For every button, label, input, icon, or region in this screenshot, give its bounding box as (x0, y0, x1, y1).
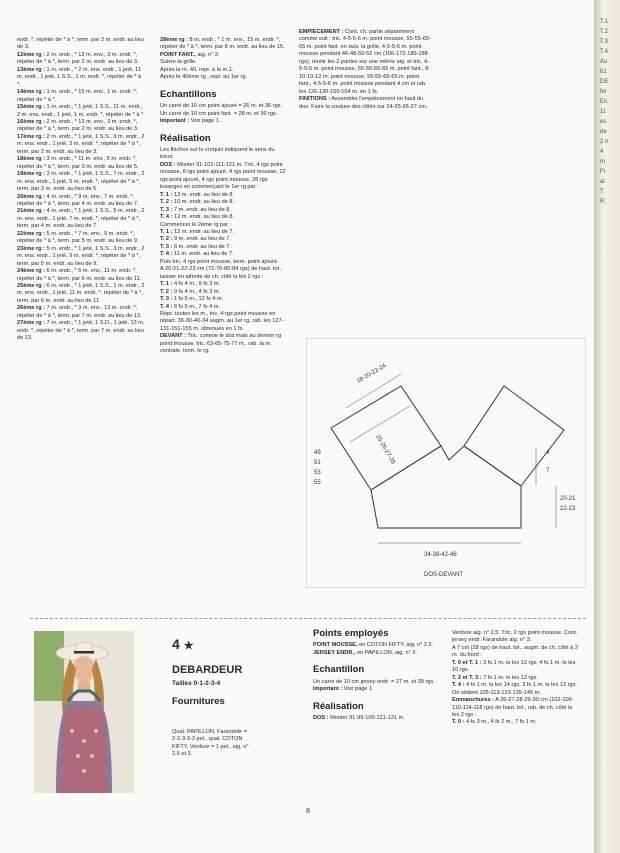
gutter-text: 2 n (600, 139, 609, 145)
instruction-row-text: Repr. toutes les m., tric. 4 rgs point mousse en répart. 36-30-40-34 augm. au 1er rg, rab. les 127-131-151-155 m. obtenues en 1 fs. (160, 310, 284, 332)
instruction-row-label: 15ème rg : (17, 104, 45, 111)
gutter-text: Au (600, 59, 608, 65)
instruction-row (160, 199, 286, 206)
instruction-row-label: 16ème rg : (17, 118, 45, 125)
instruction-row-text: Un carré de 10 cm jersey endr. = 27 m. et 39 rgs. (313, 678, 435, 685)
instruction-row (452, 630, 580, 645)
instruction-row-text: 7 m. endr., * 1 jeté, 1 S.D., 1 jeté, 13 m. endr. *, répéter de * à *, term. par 7 m. endr. au lieu de 13. (17, 320, 145, 342)
instruction-row (160, 266, 286, 281)
model-name: DEBARDEUR (172, 664, 243, 676)
instruction-row-label: T. 3 : (160, 243, 173, 250)
instruction-row-text: Un carré de 10 cm point fant. = 28 m. et 36 rgs. (160, 110, 278, 117)
points-text (313, 642, 439, 657)
instruction-row-label: 12ème rg : (17, 51, 45, 58)
instruction-row (17, 119, 146, 134)
instruction-row (160, 304, 286, 311)
bottom-measure: 34-38-42-46 (424, 552, 457, 558)
gutter-text: m (600, 159, 605, 165)
realisation2-heading: Réalisation (313, 700, 364, 712)
column-2-instructions (160, 37, 286, 356)
gutter-text: ai (600, 179, 605, 185)
gutter-text: 61 (600, 69, 607, 75)
instruction-row-text: 3 fs 1 m. ts les 12 rgs, 4 fs 1 m. ts les 10 rgs. (452, 659, 576, 674)
instruction-row-text: 1 fs 5 m., 12 fs 4 m. (174, 296, 224, 303)
gutter-text: T.3 (600, 39, 609, 45)
instruction-row-text: 3 m. endr., * 11 m. env., 5 m. endr. *, répéter de * à *, term. par 3 m. endr. au lieu de 5. (17, 156, 139, 170)
realisation-text (160, 147, 286, 356)
instruction-row (452, 697, 580, 719)
instruction-row-text: Les flèches sur le croquis indiquent le sens du tricot. (160, 146, 275, 161)
instruction-row-label: 28ème rg : (160, 37, 188, 43)
instruction-row-label: 20ème rg : (17, 193, 45, 200)
instruction-row-text: Suivre la grille. (160, 59, 197, 66)
left-measure-3: 53 (314, 470, 321, 476)
instruction-row-label: T. 4 : (160, 214, 173, 221)
model-photo (34, 631, 134, 793)
instruction-row-text: 6 m. endr. au lieu de 7. (174, 243, 231, 250)
instruction-row-label: 17ème rg : (17, 133, 45, 140)
column-1-instructions (17, 37, 146, 343)
instruction-row-label: 21ème rg : (17, 208, 45, 215)
instruction-row-text: 12 m. endr. au lieu de 7. (174, 228, 235, 235)
instruction-row (452, 660, 580, 675)
dos-devant-diagram (306, 338, 586, 588)
instruction-row-label: DOS : (313, 715, 329, 722)
instruction-row-text: 11 m. endr. au lieu de 7. (174, 251, 234, 258)
right-measure-c: 20-21 (560, 496, 576, 502)
instruction-row-label: T. 3 : (160, 296, 173, 303)
instruction-row-label: T. 0 : (452, 719, 465, 726)
left-measure-4: 55 (314, 480, 321, 486)
instruction-row (17, 208, 146, 230)
gutter-text: es (600, 119, 607, 125)
fournitures-text: Qual. PAPILLON, Farandole = 2-2-3-3-3 pel., qual. COTON FIFTY, Verdure = 1 pel., aig. n° 2,5 et 3. (172, 729, 249, 758)
gutter-text: En (600, 99, 608, 105)
instruction-row-label: T. 2 et T. 3 : (452, 674, 482, 681)
instruction-row-text: Voir page 1. (190, 118, 221, 125)
instruction-row (17, 52, 146, 67)
instruction-row (160, 147, 286, 162)
gutter-text: DE (600, 79, 609, 85)
instruction-row-label: 19ème rg : (17, 171, 45, 178)
fournitures-heading: Fournitures (172, 696, 225, 707)
model-number: 4 (172, 636, 180, 652)
instruction-row-text: 1 m. endr., * 1 jeté, 1 S.S., 11 m. endr., 2 m. ens. endr., 1 jeté, 1 m. endr. *, répéter de * à *. (17, 104, 145, 118)
instruction-row (160, 222, 286, 229)
diagram-caption: DOS-DEVANT (424, 572, 463, 578)
instruction-row (160, 74, 286, 81)
model-number-row (172, 636, 302, 652)
instruction-row-label: Important : (313, 686, 343, 693)
instruction-row (160, 333, 286, 355)
instruction-row (313, 642, 439, 649)
instruction-row (160, 259, 286, 266)
instruction-row-label: EMPIECEMENT : (299, 29, 344, 35)
instruction-row-text: 9 m. endr. au lieu de 7. (174, 236, 231, 243)
instruction-row-text: 4 m. endr., * 1 jeté, 1 S.S., 5 m. endr., 2 m. ens. endr., 1 jeté, 7 m. endr. *, répéter de * à *, term. par 4 m. endr. au lieu de 7. (17, 208, 145, 230)
instruction-row (17, 67, 146, 89)
instruction-row-text: 5 m. endr., * 7 m. env., 9 m. endr. *, répéter de * à *, term. par 5 m. endr. au lieu de 9. (17, 230, 139, 245)
gutter-text: Fl (600, 169, 605, 175)
instruction-row-text: 4 m. endr., * 9 m. env., 7 m. endr. *, répéter de * à *, term. par 4 m. endr. au lieu de 7. (17, 193, 139, 207)
instruction-row-label: T. 3 : (160, 206, 173, 213)
instruction-row-text: Monter 91-101-111-121 m. Tric. 4 rgs point mousse, 8 rgs point ajouré, 4 rgs point mousse, 12 rgs point ajouré, 4 rgs point mousse, 28 rgs losanges en commençant le 1er rg par : (160, 161, 286, 191)
instruction-row-text: Assembler l'empiècement en haut du dos. Faire la couture des côtés sur 24-25-26-27 cm. (299, 96, 428, 110)
model-info (172, 636, 302, 759)
instruction-row (160, 229, 286, 236)
instruction-row (313, 650, 439, 657)
instruction-row-text: On obtient 105-113-123-135-145 m. (452, 689, 541, 696)
instruction-row-text: 2 m. endr., * 13 m. env., 3 m. endr. *, répéter de * à *, term. par 2 m. endr. au lieu de 3. (17, 51, 139, 66)
instruction-row-text: endr. *, répéter de * à *, term. par 2 m. endr. au lieu de 3. (17, 37, 144, 51)
instruction-row-text: 1 m. endr., * 15 m. env., 1 m. endr. *, répéter de * à *. (17, 89, 138, 103)
instruction-row-label: 23ème rg : (17, 245, 45, 252)
instruction-row (17, 194, 146, 209)
instruction-row-label: Emmanchures : (452, 697, 494, 704)
instruction-row-text: A 20-21-22-23 cm (72-76-80-84 rgs) de haut. tot., laisser en attente de ch. côté ts les 2 rgs : (160, 266, 283, 280)
echantillons-text (160, 103, 286, 125)
instruction-row-label: DOS : (160, 161, 176, 168)
left-measure-1: 49 (314, 450, 321, 456)
instruction-row-label: POINT FANT., (160, 51, 196, 58)
top-measure: 18-20-22-24 (356, 363, 388, 385)
instruction-row-text: Commencer le 2ème rg par : (160, 221, 232, 228)
instruction-row-text: 13 m. endr. au lieu de 8. (174, 191, 235, 198)
instruction-row (160, 59, 286, 66)
echantillons-heading: Echantillons (160, 88, 217, 100)
instruction-row-label: Important : (160, 118, 190, 125)
instruction-row (160, 111, 286, 118)
instruction-row-text: Voir page 1. (343, 686, 374, 693)
instruction-row-label: 25ème rg : (17, 282, 45, 289)
instruction-row-text: 4 fs 1 m. ts les 14 rgs, 3 fs 1 m. ts les 12 rgs. (466, 682, 577, 689)
instruction-row (17, 134, 146, 156)
instruction-row (17, 156, 146, 171)
realisation-heading: Réalisation (160, 132, 211, 144)
gutter-text: T.2 (600, 29, 609, 35)
gutter-text: 4 (600, 149, 604, 155)
instruction-row (17, 246, 146, 268)
instruction-row (17, 283, 146, 305)
instruction-row (313, 686, 439, 693)
instruction-row-label: 24ème rg : (17, 268, 45, 275)
instruction-row (17, 268, 146, 283)
instruction-row (17, 104, 146, 119)
instruction-row (313, 715, 439, 722)
model-sizes: Tailles 0-1-2-3-4 (172, 680, 221, 687)
instruction-row-label: POINT MOUSSE, (313, 642, 358, 649)
instruction-row-text: Puis tric. 4 rgs point mousse, term. point ajouré. (160, 258, 279, 265)
instruction-row-label: T. 2 : (160, 288, 173, 295)
gutter-text: de (600, 129, 607, 135)
instruction-row (160, 244, 286, 251)
instruction-row-text: A 7 cm (28 rgs) de haut. tot., augm. de ch. côté à 2 m. du bord : (452, 644, 578, 659)
instruction-row (160, 207, 286, 214)
instruction-row (17, 89, 146, 104)
instruction-row (160, 37, 286, 52)
instruction-row (160, 214, 286, 221)
instruction-row (160, 192, 286, 199)
instruction-row (160, 236, 286, 243)
instruction-row-text: 6 m. endr., * 5 m. env., 11 m. endr. *, répéter de * à *, term. par 6 m. endr. au lieu de 11. (17, 268, 142, 282)
instruction-row-text: Après la m. 40, repr. à la m.1. (160, 66, 234, 73)
col2-top-text (160, 37, 286, 82)
instruction-row-label: T. 4 : (452, 682, 465, 689)
instruction-row-text: 4 fs 4 m., 9 fs 3 m. (174, 281, 221, 288)
instruction-row-text: 2 m. endr., * 1 jeté, 1 S.S., 9 m. endr., 2 m. ens. endr., 1 jeté, 3 m. endr. *, répéter de * à *, term. par 2 m. endr. au lieu de 3. (17, 133, 145, 155)
diagonal-measure: 25-26-27-28 (374, 434, 396, 466)
instruction-row-label: T. 1 : (160, 228, 173, 235)
instruction-row (160, 311, 286, 333)
right-measure-b: 7 (546, 468, 550, 474)
page-number: 8 (306, 808, 310, 815)
gutter-text: T.1 (600, 19, 609, 25)
points-heading: Points employés (313, 628, 389, 639)
instruction-row (160, 67, 286, 74)
instruction-row-text: Un carré de 10 cm point ajouré = 26 m. et 36 rgs. (160, 103, 283, 110)
instruction-row-text: 8 m. endr., * 1 m. env., 15 m. endr. *, répéter de * à *, term. par 8 m. endr. au lieu de 15. (160, 37, 285, 51)
instruction-row-label: T. 4 : (160, 251, 173, 258)
instruction-row-text: 9 fs 4 m., 4 fs 3 m. (174, 288, 221, 295)
instruction-row-label: T. 0 et T. 1 : (452, 659, 482, 666)
gutter-text: R. (600, 199, 606, 205)
instruction-row-text: Cont. ch. partie séparément comme suit : tric. 4-5-5-6 m. point mousse, 55-55-65-65 m. point fant. en suiv. la grille, 4-5-5-6 m. point mousse pendant 46-48-50-52 cm (166-172-180-188 rgs), réunir les 2 parties sur une même aig. et tric. 4-5-5-6 m. point mousse, 55-55-65-65 m. point fant., 8-10-10-12 m. point mousse, 55-55-65-65 m. point fant., 4-5-5-6 m. point mousse pendant 4 cm et rab. les 126-130-150-154 m. en 1 fs. (299, 29, 431, 95)
instruction-row-label: 22ème rg : (17, 230, 45, 237)
instruction-row-text: A 26-27-28-29-30 cm (102-106-110-114-118 rgs) de haut. tot., rab. de ch. côté ts les 2 rgs : (452, 697, 574, 718)
instruction-row-label: 26ème rg : (17, 305, 45, 312)
right-measure-d: 22-23 (560, 506, 576, 512)
instruction-row (17, 231, 146, 246)
instruction-row-label: 14ème rg : (17, 89, 45, 96)
instruction-row (160, 162, 286, 192)
instruction-row (452, 645, 580, 660)
instruction-row-text: 1 m. endr., * 2 m. ens. endr., 1 jeté, 11 m. endr., 1 jeté, 1 S.S., 1 m. endr. *, répéter de * à *. (17, 66, 142, 88)
instruction-row (313, 679, 439, 686)
instruction-row (452, 675, 580, 682)
instruction-row-label: T. 4 : (160, 303, 173, 310)
instruction-row-label: JERSEY ENDR., (313, 649, 356, 656)
instruction-row-text: 10 m. endr. au lieu de 8. (174, 199, 235, 206)
instruction-row-text: 7 m. endr., * 3 m. env., 13 m. endr. *, répéter de * à *, term. par 7 m. endr. au lieu de 13. (17, 305, 142, 319)
instruction-row-label: T. 1 : (160, 191, 173, 198)
gutter-text: T.4 (600, 49, 609, 55)
instruction-row-text: Après le 40ème rg , repr. au 1er rg. (160, 74, 248, 81)
instruction-row-text: 7 fs 1 m. ts les 12 rgs. (483, 674, 538, 681)
instruction-row (17, 37, 146, 52)
gutter-text: 11 (600, 109, 607, 115)
column-3-instructions (299, 29, 431, 111)
instruction-row-text: Verdure aig. n° 2,5. Tric. 2 rgs point mousse. Cont. jersey endr. Farandole aig. n° 3. (452, 630, 578, 644)
instruction-row (160, 52, 286, 59)
realisation2-text (313, 715, 439, 722)
instruction-row-label: T. 1 : (160, 281, 173, 288)
points-column (313, 630, 439, 723)
instruction-row (452, 682, 580, 689)
instruction-row-text: en PAPILLON, aig. n° 3. (357, 649, 418, 656)
instruction-row-text: Monter 91-99-109-121-131 m. (330, 715, 405, 722)
instruction-row (17, 305, 146, 320)
instruction-row-label: T. 2 : (160, 236, 173, 243)
instruction-row (17, 320, 146, 342)
echantillon-text (313, 679, 439, 694)
gutter-text: T. (600, 189, 605, 195)
instruction-row (452, 719, 580, 726)
instruction-row-text: 7 m. endr. au lieu de 8. (174, 206, 231, 213)
instruction-row-label: T. 2 : (160, 199, 173, 206)
instruction-row-text: en COTON FIFTY, aig. n° 2,5. (359, 642, 434, 649)
instruction-row (17, 171, 146, 193)
left-measure-2: 51 (314, 460, 321, 466)
instruction-row-text: 12 m. endr. au lieu de 8. (174, 214, 235, 221)
instruction-row (452, 690, 580, 697)
instruction-row-label: 13ème rg : (17, 66, 45, 73)
instruction-row-text: 6 fs 5 m., 7 fs 4 m. (174, 303, 221, 310)
instruction-row-text: 6 m. endr., * 1 jeté, 1 S.S., 1 m. endr., 2 m. ens. endr., 1 jeté, 11 m. endr. *, répéter de * à *, term. par 6 m. endr. au lieu de 11. (17, 282, 145, 304)
instruction-row (299, 29, 431, 96)
instruction-row-text: 5 m. endr., * 1 jeté, 1 S.S., 3 m. endr., 2 m. ens. endr., 1 jeté, 9 m. endr. *, répéter de * à *, term. par 5 m. endr. au lieu de 9. (17, 245, 145, 267)
right-measure-a: 4 (546, 450, 550, 456)
instruction-row-text: 2 m. endr., * 13 m. env., 3 m. endr. *, répéter de * à *, term. par 2 m. endr. au lieu de 3. (17, 118, 139, 133)
section-divider (30, 618, 586, 619)
adjacent-page-edge (594, 0, 620, 853)
instruction-row (160, 251, 286, 258)
echantillon-heading: Echantillon (313, 664, 365, 676)
instruction-row-text: aig. n° 3. (197, 51, 220, 58)
instruction-row (160, 289, 286, 296)
instruction-row (160, 281, 286, 288)
column-5-instructions (452, 630, 580, 727)
instruction-row-label: 27ème rg : (17, 320, 45, 327)
gutter-text: fer (600, 89, 608, 95)
instruction-row (160, 103, 286, 110)
instruction-row-label: DEVANT : (160, 333, 186, 340)
instruction-row-label: 18ème rg : (17, 156, 45, 163)
instruction-row (299, 96, 431, 111)
difficulty-star-icon: ★ (183, 640, 194, 652)
instruction-row (160, 296, 286, 303)
instruction-row (160, 118, 286, 125)
instruction-row-text: 3 m. endr., * 1 jeté, 1 S.S., 7 m. endr., 2 m. ens. endr., 1 jeté, 5 m. endr. *, répéter de * à *, term. par 3 m. endr. au lieu de 5. (17, 171, 145, 193)
instruction-row-text: Tric. comme le dos mais au dernier rg point mousse, tric. 63-65-75-77 m., rab. la m. centrale, term. le rg. (160, 333, 282, 355)
instruction-row-label: FINITIONS : (299, 96, 331, 103)
instruction-row-text: 4 fs 3 m., 4 fs 2 m., 7 fs 1 m. (466, 719, 537, 726)
